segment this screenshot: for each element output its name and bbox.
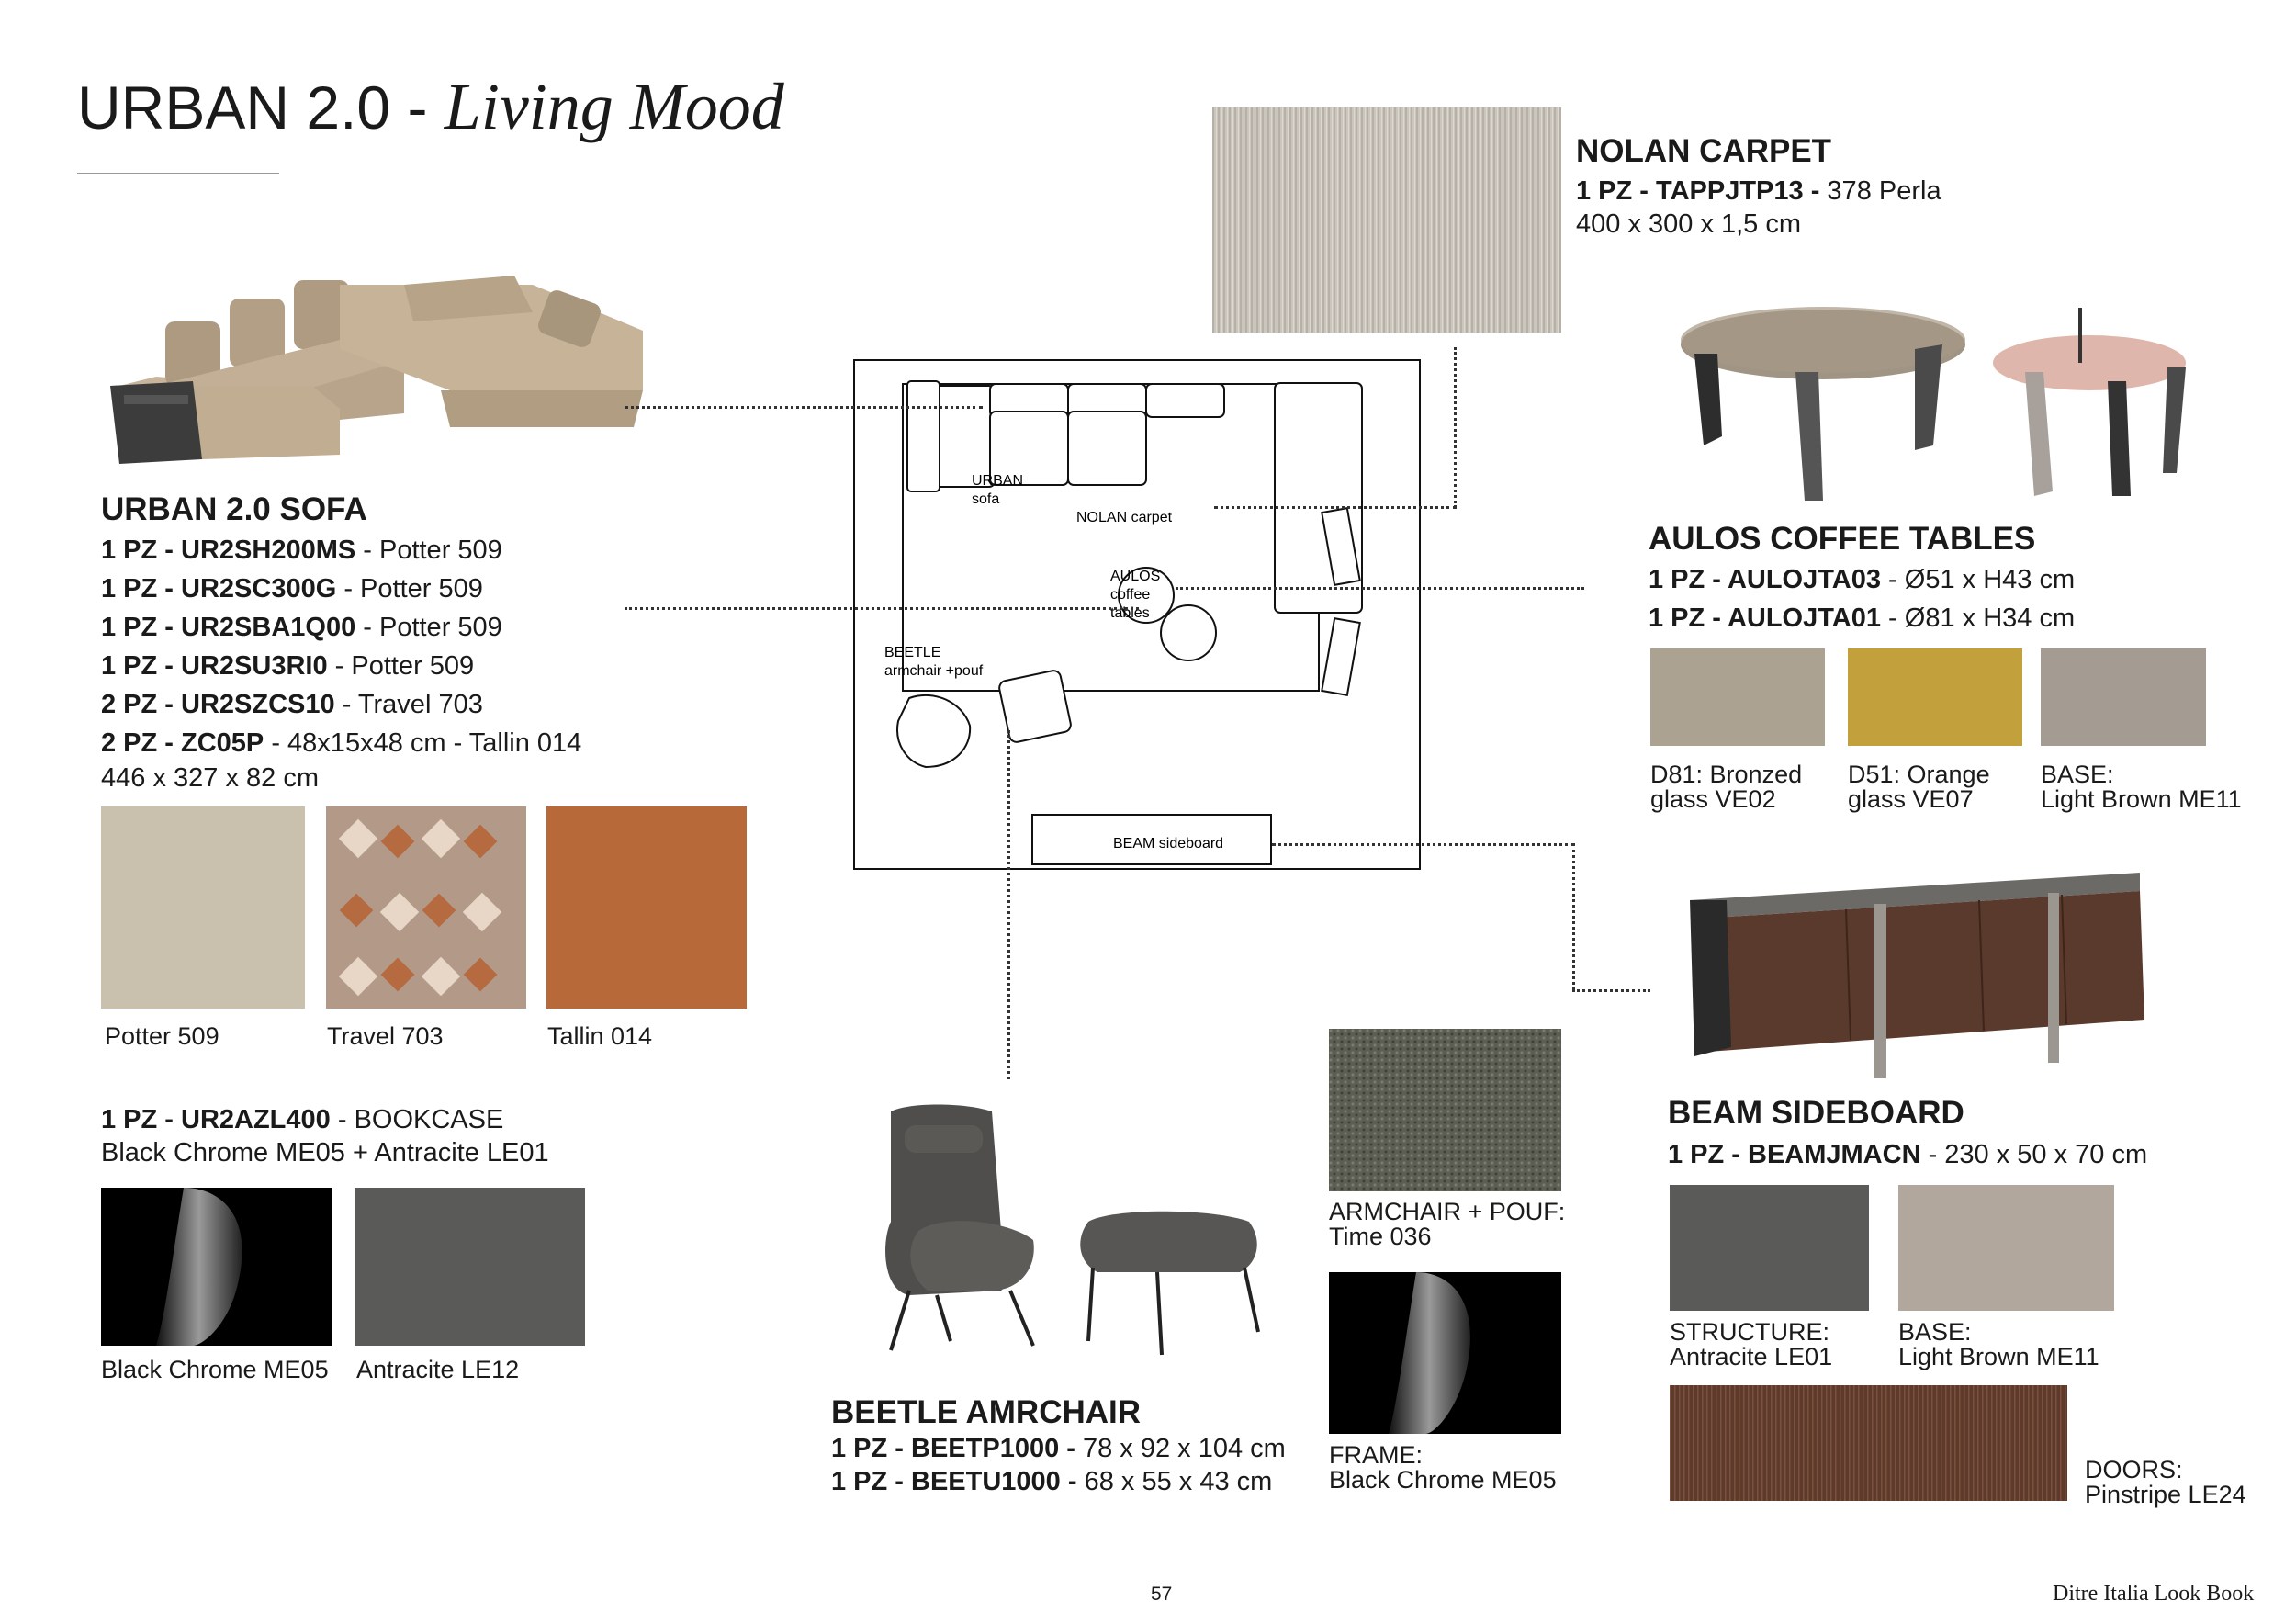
swatch-label-fabric: ARMCHAIR + POUF: Time 036 (1329, 1198, 1566, 1250)
plan-table-small (1161, 605, 1216, 660)
leader-beetle (1007, 730, 1010, 1079)
pinstripe-texture (1670, 1385, 2067, 1501)
swatch-label-black-chrome: Black Chrome ME05 (101, 1356, 329, 1383)
swatch-bronzed-glass (1650, 648, 1825, 746)
page-title (77, 70, 784, 143)
armchair-code-line: 1 PZ - BEETU1000 - 68 x 55 x 43 cm (831, 1467, 1273, 1496)
leader-sideboard-horizontal (1272, 843, 1575, 846)
swatch-potter-509 (101, 806, 305, 1009)
leader-sofa-2 (625, 607, 1139, 610)
swatch-black-chrome (101, 1188, 332, 1346)
plan-label-beetle-2: armchair +pouf (884, 663, 984, 679)
armchair-heading: BEETLE AMRCHAIR (831, 1394, 1142, 1430)
swatch-label-bronzed: D81: Bronzed glass VE02 (1650, 761, 1803, 813)
sofa-code-line: 2 PZ - UR2SZCS10 - Travel 703 (101, 690, 483, 719)
footer-brand: Ditre Italia Look Book (2053, 1582, 2255, 1606)
swatch-light-brown-base (2041, 648, 2206, 746)
armchair-code-list (831, 1432, 1286, 1498)
plan-label-carpet: NOLAN carpet (1076, 510, 1173, 525)
swatch-travel-703 (326, 806, 526, 1009)
leader-carpet-horizontal (1214, 506, 1457, 509)
carpet-heading: NOLAN CARPET (1576, 133, 1832, 169)
leader-carpet-vertical (1454, 347, 1457, 508)
plan-label-beetle-1: BEETLE (884, 645, 941, 660)
boucle-texture (1329, 1029, 1561, 1191)
plan-label-tables-2: coffee (1110, 587, 1151, 603)
sofa-image (101, 230, 652, 487)
leader-sideboard-vertical (1572, 843, 1575, 990)
sofa-dimensions: 446 x 327 x 82 cm (101, 763, 319, 793)
chrome-gradient (101, 1188, 332, 1346)
swatch-label-potter: Potter 509 (105, 1022, 219, 1050)
swatch-orange-glass (1848, 648, 2022, 746)
swatch-label-travel: Travel 703 (327, 1022, 444, 1050)
carpet-image (1212, 107, 1561, 333)
page-number: 57 (1151, 1584, 1173, 1605)
swatch-label-tallin: Tallin 014 (547, 1022, 653, 1050)
armchair-image (854, 1093, 1286, 1359)
leader-sideboard-end (1572, 989, 1650, 992)
bookcase-code-line: 1 PZ - UR2AZL400 - BOOKCASE (101, 1105, 504, 1134)
bookcase-finish-line: Black Chrome ME05 + Antracite LE01 (101, 1138, 549, 1167)
swatch-frame-black-chrome (1329, 1272, 1561, 1434)
leader-tables (1176, 587, 1584, 590)
plan-label-sofa-1: URBAN (972, 473, 1024, 489)
swatch-time-036 (1329, 1029, 1561, 1191)
carpet-texture (1212, 107, 1561, 333)
plan-beetle (897, 670, 1072, 767)
plan-label-sideboard: BEAM sideboard (1113, 836, 1224, 851)
swatch-label-orange: D51: Orange glass VE07 (1848, 761, 1990, 813)
sideboard-code-line: 1 PZ - BEAMJMACN - 230 x 50 x 70 cm (1668, 1140, 2148, 1169)
sofa-code-list (101, 531, 581, 762)
coffee-table-code-line: 1 PZ - AULOJTA03 - Ø51 x H43 cm (1649, 565, 2076, 594)
carpet-dimensions: 400 x 300 x 1,5 cm (1576, 209, 1802, 239)
plan-label-tables-1: AULOS (1110, 569, 1161, 584)
sofa-code-line: 1 PZ - UR2SBA1Q00 - Potter 509 (101, 613, 502, 642)
swatch-pinstripe-doors (1670, 1385, 2067, 1501)
swatch-label-frame: FRAME: Black Chrome ME05 (1329, 1441, 1557, 1494)
swatch-label-antracite: Antracite LE12 (356, 1356, 520, 1383)
carpet-code-line: 1 PZ - TAPPJTP13 - 378 Perla (1576, 176, 1941, 206)
plan-label-sofa-2: sofa (972, 491, 1000, 507)
armchair-code-line: 1 PZ - BEETP1000 - 78 x 92 x 104 cm (831, 1434, 1286, 1463)
sofa-code-line: 1 PZ - UR2SC300G - Potter 509 (101, 574, 483, 603)
sofa-code-line: 1 PZ - UR2SH200MS - Potter 509 (101, 536, 502, 565)
sideboard-heading: BEAM SIDEBOARD (1668, 1095, 1964, 1131)
swatch-structure-antracite (1670, 1185, 1869, 1311)
swatch-label-structure: STRUCTURE: Antracite LE01 (1670, 1318, 1833, 1370)
swatch-label-base: BASE: Light Brown ME11 (2041, 761, 2242, 813)
title-underline (77, 173, 279, 174)
sideboard-image (1681, 863, 2158, 1084)
sofa-code-line: 1 PZ - UR2SU3RI0 - Potter 509 (101, 651, 475, 681)
title-separator: - (390, 73, 445, 141)
title-italic: Living Mood (444, 70, 784, 143)
plan-label-tables-3: tables (1110, 605, 1150, 621)
coffee-table-code-line: 1 PZ - AULOJTA01 - Ø81 x H34 cm (1649, 603, 2076, 633)
swatch-sideboard-base (1898, 1185, 2114, 1311)
swatch-tallin-014 (546, 806, 747, 1009)
floor-plan (852, 358, 1424, 873)
swatch-label-sideboard-base: BASE: Light Brown ME11 (1898, 1318, 2099, 1370)
frame-chrome-gradient (1329, 1272, 1561, 1434)
travel-pattern (326, 806, 526, 1009)
leader-sofa (625, 406, 983, 409)
coffee-tables-image (1667, 289, 2209, 510)
coffee-tables-heading: AULOS COFFEE TABLES (1649, 521, 2036, 557)
swatch-label-doors: DOORS: Pinstripe LE24 (2085, 1456, 2246, 1508)
sofa-code-line: 2 PZ - ZC05P - 48x15x48 cm - Tallin 014 (101, 728, 582, 758)
sofa-heading: URBAN 2.0 SOFA (101, 491, 367, 527)
swatch-antracite (355, 1188, 585, 1346)
title-main: URBAN 2.0 (77, 73, 391, 141)
coffee-tables-code-list (1649, 560, 2075, 637)
